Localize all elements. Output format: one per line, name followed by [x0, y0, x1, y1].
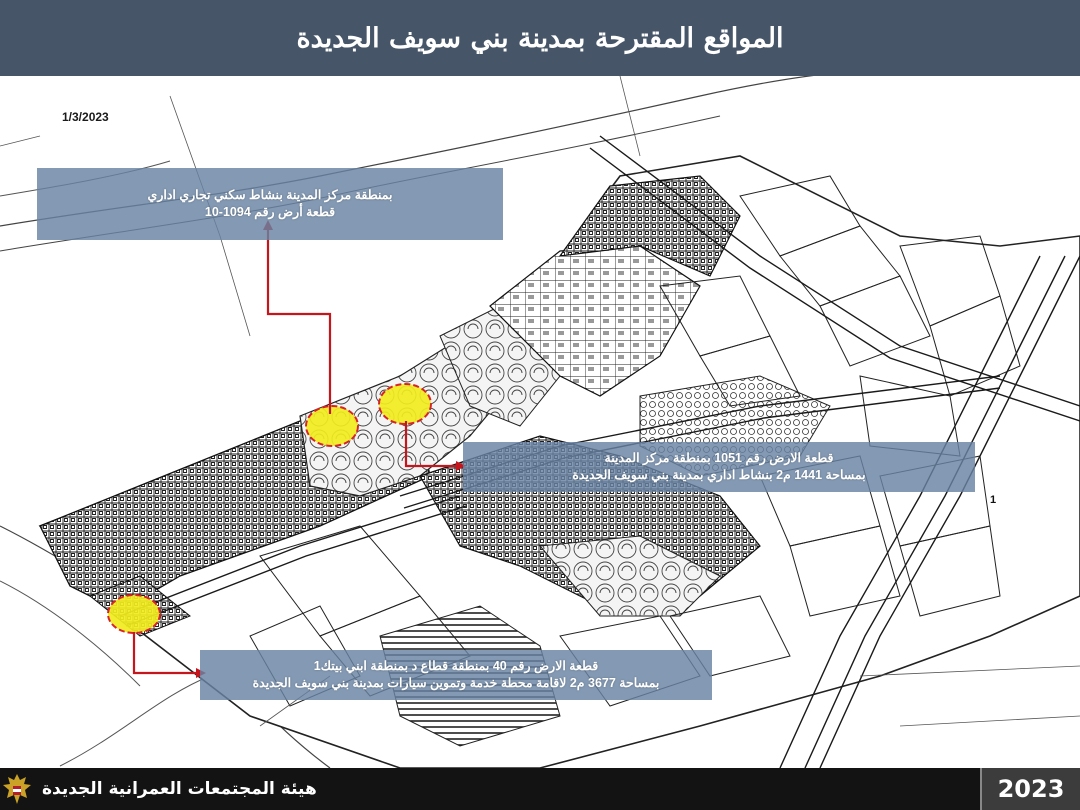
- callout-line: قطعة الارض رقم 1051 بمنطقة مركز المدينة: [604, 451, 834, 465]
- map-date: 1/3/2023: [62, 110, 109, 124]
- callout-line: بمساحة 3677 م2 لاقامة محطة خدمة وتموين سيارات بمدينة بني سويف الجديدة: [252, 676, 660, 690]
- slide-footer: [0, 768, 1080, 810]
- organization-name: هيئة المجتمعات العمرانية الجديدة: [42, 779, 317, 799]
- map-number-label: 1: [990, 494, 997, 506]
- callout-plot-1051: [463, 442, 975, 492]
- callout-plot-40: [200, 650, 712, 700]
- callout-plot-1094: [37, 168, 503, 240]
- slide-header: [0, 0, 1080, 76]
- callout-line: بمنطقة مركز المدينة بنشاط سكني تجاري اداري: [147, 188, 393, 202]
- callout-line: قطعة الارض رقم 40 بمنطقة قطاع د بمنطقة ابني بيتك1: [313, 659, 599, 673]
- callout-line: قطعة أرض رقم 1094-10: [204, 205, 336, 219]
- eagle-emblem-icon: [0, 772, 34, 806]
- callout-line: بمساحة 1441 م2 بنشاط اداري بمدينة بني سويف الجديدة: [572, 468, 866, 482]
- year-box: [980, 768, 1080, 810]
- slide-title: المواقع المقترحة بمدينة بني سويف الجديدة: [296, 22, 784, 54]
- year-label: 2023: [997, 775, 1065, 803]
